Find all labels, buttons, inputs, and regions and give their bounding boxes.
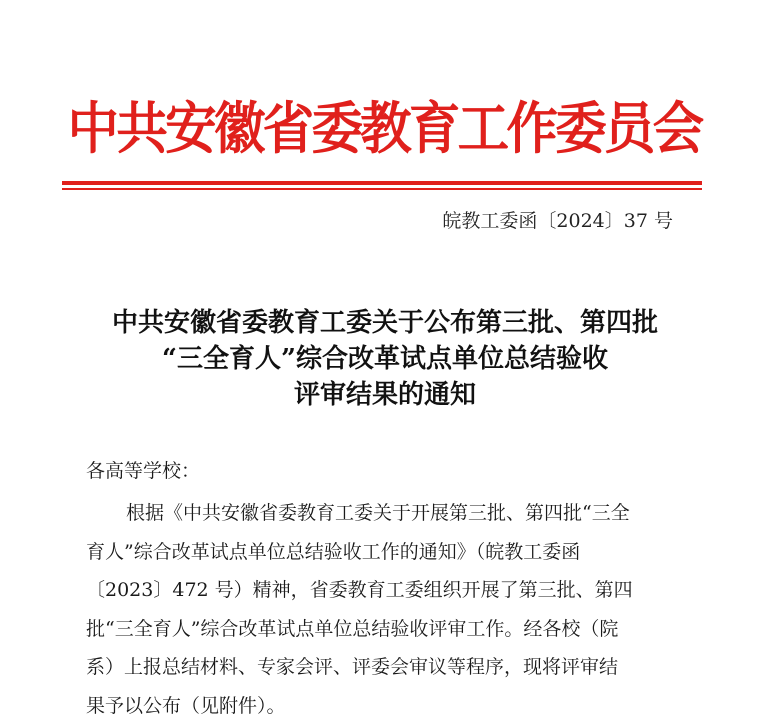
body-line: 〔2023〕472 号）精神，省委教育工委组织开展了第三批、第四 [86,579,633,602]
body-line: 育人”综合改革试点单位总结验收工作的通知》（皖教工委函 [86,540,581,563]
red-rule-thin [62,188,702,190]
title-line-1: 中共安徽省委教育工委关于公布第三批、第四批 [111,308,658,338]
body-line: 根据《中共安徽省委教育工委关于开展第三批、第四批“三全 [126,502,630,524]
document-title [70,305,700,413]
body-paragraph [86,494,682,726]
masthead-organization: 中共安徽省委教育工作委员会 [67,97,702,162]
body-line: 批“三全育人”综合改革试点单位总结验收评审工作。经各校（院 [86,617,619,640]
document-number: 皖教工委函〔2024〕37 号 [442,210,673,232]
red-rule-thick [62,181,702,185]
body-line: 系）上报总结材料、专家会评、评委会审议等程序，现将评审结 [86,656,619,679]
salutation: 各高等学校： [86,460,201,482]
title-line-3: 评审结果的通知 [293,380,476,410]
title-line-2: “三全育人”综合改革试点单位总结验收 [162,344,608,374]
body-line: 果予以公布（见附件）。 [86,694,286,717]
